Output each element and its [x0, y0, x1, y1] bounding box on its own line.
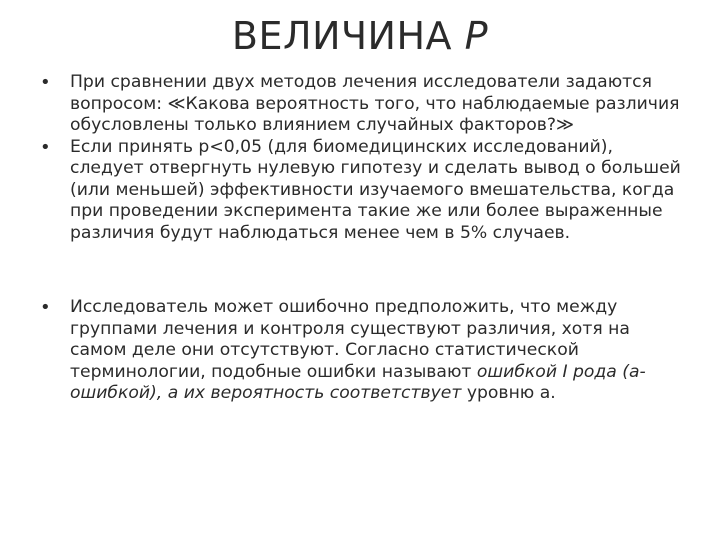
bullet-item: [36, 72, 686, 137]
slide-content: [36, 72, 686, 405]
bullet-item: [36, 297, 686, 405]
bullet-item: [36, 137, 686, 245]
bullet-text: Исследователь может ошибочно предположить, что между группами лечения и контроля существуют различия, хотя на самом деле они отсутствуют. Согласно статистической терминологии, подобные ошибки называют: [70, 297, 630, 382]
bullet-text: Если принять p<0,05 (для биомедицинских исследований), следует отвергнуть нулевую гипотезу и сделать вывод о большей (или меньшей) эффективности изучаемого вмешательства, когда при проведении эксперимента такие же или более выраженные различия будут наблюдаться менее чем в 5% случаев.: [70, 136, 681, 243]
slide-title-variable: Р: [464, 14, 489, 58]
bullet-marker: •: [40, 297, 51, 318]
bullet-text-italic: ошибкой I рода (а-ошибкой), а их вероятность соответствует: [70, 361, 646, 403]
bullet-text: При сравнении двух методов лечения исследователи задаются вопросом: ≪Какова вероятность того, что наблюдаемые различия обусловлены только влиянием случайных факторов?≫: [70, 72, 680, 135]
slide-title-main: ВЕЛИЧИНА: [231, 14, 453, 58]
bullet-text-end: уровню а.: [461, 383, 556, 403]
slide-title: [0, 14, 720, 58]
bullet-marker: •: [40, 72, 51, 93]
bullet-marker: •: [40, 136, 51, 158]
